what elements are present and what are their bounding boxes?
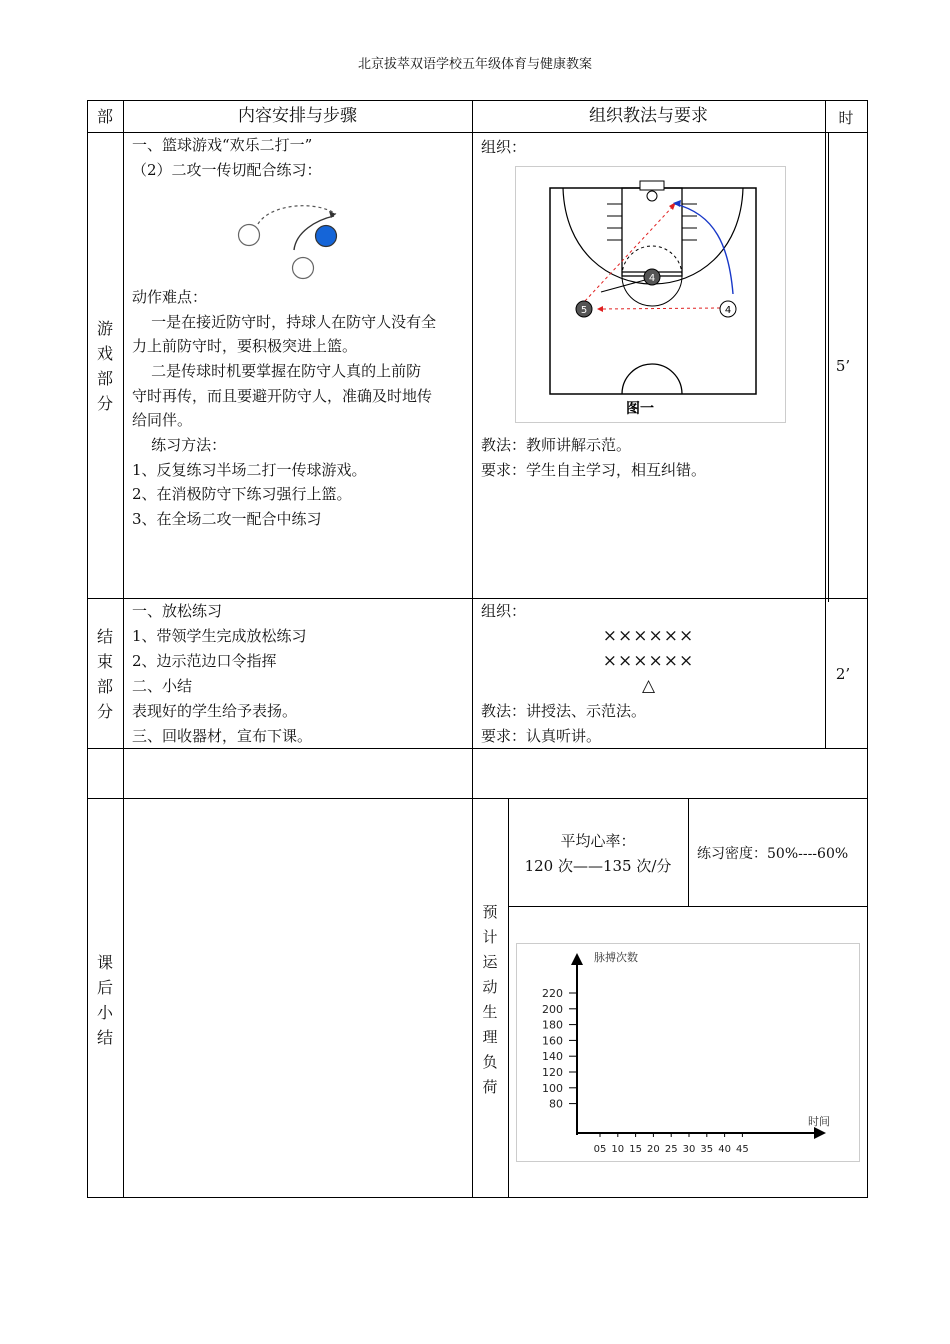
header-col-section: 部: [96, 107, 113, 126]
y-tick-label: 140: [542, 1050, 563, 1064]
org-requirement: 要求：认真听讲。: [481, 727, 602, 745]
defender-circle: [316, 226, 337, 247]
x-tick-label: 05: [593, 1144, 607, 1155]
content-line: 二、小结: [132, 677, 193, 695]
content-line: 一是在接近防守时，持球人在防守人没有全: [132, 313, 437, 331]
x-tick-label: 30: [682, 1144, 696, 1155]
org-label: 组织：: [481, 602, 527, 620]
table-divider: [508, 906, 868, 907]
content-line: 练习方法：: [132, 436, 227, 454]
content-line: （2）二攻一传切配合练习：: [132, 161, 322, 179]
table-border-right: [867, 100, 868, 1198]
section-label-game: 游戏部分: [96, 319, 113, 413]
backboard: [640, 181, 664, 190]
content-line: 2、边示范边口令指挥: [132, 652, 277, 670]
player-number: 5: [580, 305, 588, 316]
attacker-circle: [293, 258, 314, 279]
org-label: 组织：: [481, 138, 527, 156]
org-method: 教法：讲授法、示范法。: [481, 702, 647, 720]
org-method: 教法：教师讲解示范。: [481, 436, 632, 454]
y-tick-label: 220: [542, 987, 563, 1000]
x-tick-label: 20: [647, 1144, 660, 1155]
load-label: 预计运动生理负荷: [482, 903, 498, 1096]
practice-density: 练习密度：50%----60%: [697, 846, 849, 862]
x-tick-label: 40: [718, 1144, 731, 1155]
content-line: 守时再传，而且要避开防守人，准确及时地传: [132, 387, 433, 405]
page-header: 北京拔萃双语学校五年级体育与健康教案: [357, 57, 592, 72]
y-axis-label: 脉搏次数: [594, 951, 638, 964]
avg-hr-label: 平均心率：: [560, 832, 636, 850]
content-line: 一、篮球游戏“欢乐二打一”: [132, 136, 313, 154]
section-label-summary: 课后小结: [96, 953, 113, 1047]
table-divider: [123, 100, 124, 1198]
formation-row: ××××××: [602, 626, 695, 646]
y-tick-label: 200: [542, 1002, 563, 1016]
court-diagram: [515, 166, 787, 424]
figure-frame: [516, 167, 786, 423]
table-border-top: [87, 100, 868, 101]
y-tick-label: 80: [549, 1097, 563, 1111]
avg-hr-value: 120 次——135 次/分: [524, 857, 672, 875]
content-line: 3、在全场二攻一配合中练习: [132, 510, 322, 528]
y-tick-label: 120: [542, 1066, 563, 1079]
player-number: 4: [648, 273, 656, 284]
x-tick-label: 45: [736, 1144, 749, 1155]
chart-frame: [517, 944, 860, 1162]
y-tick-label: 160: [542, 1034, 563, 1048]
x-axis-label: 时间: [808, 1115, 830, 1128]
content-line: 给同伴。: [132, 411, 193, 429]
header-col-time: 时: [838, 109, 854, 127]
x-tick-label: 15: [629, 1144, 642, 1155]
time-value: 5’: [835, 357, 851, 375]
content-line: 2、在消极防守下练习强行上篮。: [132, 485, 352, 503]
teacher-mark: △: [641, 676, 656, 696]
table-border-bottom: [87, 1197, 868, 1198]
content-line: 1、反复练习半场二打一传球游戏。: [132, 461, 367, 479]
x-tick-label: 35: [700, 1144, 714, 1155]
table-divider: [825, 100, 826, 749]
figure-caption: 图一: [626, 401, 654, 417]
content-line: 力上前防守时，要积极突进上篮。: [132, 337, 358, 355]
table-border-left: [87, 100, 88, 1198]
attacker-circle: [239, 225, 260, 246]
y-tick-label: 100: [542, 1081, 563, 1095]
pulse-chart: [516, 943, 861, 1163]
org-requirement: 要求：学生自主学习，相互纠错。: [481, 461, 707, 479]
y-tick-label: 180: [542, 1018, 563, 1032]
content-line: 1、带领学生完成放松练习: [132, 627, 307, 645]
content-line: 一、放松练习: [132, 602, 223, 620]
header-col-content: 内容安排与步骤: [238, 106, 357, 126]
table-divider: [87, 798, 868, 799]
player-number: 4: [724, 305, 732, 316]
formation-row: ××××××: [602, 651, 695, 671]
time-value: 2’: [835, 665, 851, 683]
content-line: 二是传球时机要掌握在防守人真的上前防: [132, 362, 422, 380]
two-on-one-diagram: [230, 196, 350, 286]
x-tick-label: 10: [611, 1144, 625, 1155]
section-label-end: 结束部分: [96, 627, 113, 721]
pass-path: [258, 206, 336, 224]
content-line: 三、回收器材，宣布下课。: [132, 727, 313, 745]
x-tick-label: 25: [664, 1144, 678, 1155]
content-line: 动作难点：: [132, 288, 208, 306]
table-divider: [688, 798, 689, 906]
header-col-organization: 组织教法与要求: [589, 106, 708, 126]
content-line: 表现好的学生给予表扬。: [132, 702, 298, 720]
